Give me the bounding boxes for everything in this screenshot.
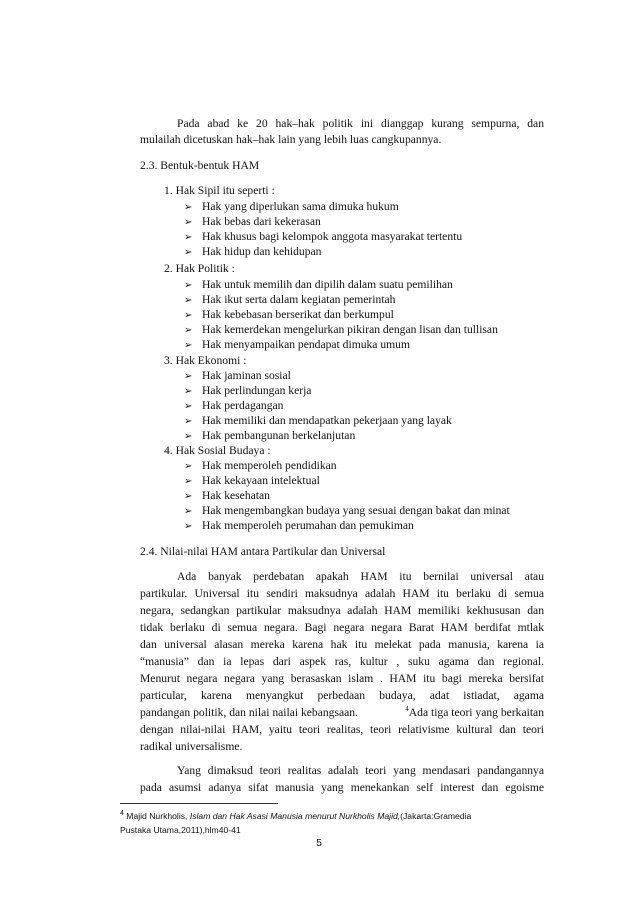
- arrow-bullet-icon: ➢: [184, 247, 193, 258]
- footnote-separator: [120, 803, 278, 804]
- arrow-bullet-icon: ➢: [184, 202, 193, 213]
- group-3-title: 3. Hak Ekonomi :: [164, 354, 247, 367]
- arrow-bullet-icon: ➢: [184, 371, 193, 382]
- para1-line-tail-wrap: [405, 706, 544, 720]
- list-item: ➢ Hak kemerdekan mengelurkan pikiran dengan lisan dan tullisan: [184, 323, 498, 336]
- para1-line: “manusia” dan ia lepas dari aspek ras, kultur , suku agama dan regional.: [140, 655, 544, 668]
- page-number: 5: [316, 838, 322, 849]
- arrow-bullet-icon: ➢: [184, 491, 193, 502]
- para1-line: Ada banyak perdebatan apakah HAM itu bernilai universal atau: [177, 570, 544, 583]
- arrow-bullet-icon: ➢: [184, 295, 193, 306]
- arrow-bullet-icon: ➢: [184, 461, 193, 472]
- para1-line-with-footnote: [140, 706, 544, 720]
- list-item: ➢ Hak jaminan sosial: [184, 369, 291, 382]
- para1-line: radikal universalisme.: [140, 740, 243, 753]
- list-item: ➢ Hak memperoleh perumahan dan pemukiman: [184, 519, 414, 532]
- list-item: ➢ Hak memperoleh pendidikan: [184, 459, 337, 472]
- para1-line: dan universal alasan mereka karena hak itu melekat pada manusia, karena ia: [140, 638, 544, 651]
- list-item: ➢ Hak untuk memilih dan dipilih dalam suatu pemilihan: [184, 278, 453, 291]
- footnote-line-1: [120, 810, 471, 822]
- para1-line: dengan nilai-nilai HAM, yaitu teori realitas, teori relativisme kultural dan teori: [140, 723, 544, 736]
- arrow-bullet-icon: ➢: [184, 310, 193, 321]
- arrow-bullet-icon: ➢: [184, 217, 193, 228]
- arrow-bullet-icon: ➢: [184, 386, 193, 397]
- footnote-line-2: Pustaka Utama,2011),hlm40-41: [120, 825, 241, 835]
- arrow-bullet-icon: ➢: [184, 521, 193, 532]
- list-item: ➢ Hak memiliki dan mendapatkan pekerjaan yang layak: [184, 414, 452, 427]
- arrow-bullet-icon: ➢: [184, 506, 193, 517]
- arrow-bullet-icon: ➢: [184, 340, 193, 351]
- para1-line: partikular. Universal itu sendiri maksudnya adalah HAM itu berlaku di semua: [140, 587, 544, 600]
- list-item: ➢ Hak hidup dan kehidupan: [184, 245, 322, 258]
- intro-line-1: Pada abad ke 20 hak–hak politik ini dianggap kurang sempurna, dan: [177, 117, 544, 130]
- para1-line: tidak berlaku di semua negara. Bagi negara negara Barat HAM berdifat mtlak: [140, 621, 544, 634]
- list-item: ➢ Hak mengembangkan budaya yang sesuai dengan bakat dan minat: [184, 504, 510, 517]
- arrow-bullet-icon: ➢: [184, 325, 193, 336]
- group-2-title: 2. Hak Politik :: [164, 262, 235, 275]
- section-2-3-heading: 2.3. Bentuk-bentuk HAM: [140, 159, 260, 172]
- arrow-bullet-icon: ➢: [184, 416, 193, 427]
- para2-line: Yang dimaksud teori realitas adalah teori yang mendasari pandangannya: [177, 764, 544, 777]
- list-item: ➢ Hak menyampaikan pendapat dimuka umum: [184, 338, 410, 351]
- para2-line: pada asumsi adanya sifat manusia yang menekankan self interest dan egoisme: [140, 781, 544, 794]
- list-item: ➢ Hak pembangunan berkelanjutan: [184, 429, 356, 442]
- group-4-title: 4. Hak Sosial Budaya :: [164, 444, 271, 457]
- section-2-4-heading: 2.4. Nilai-nilai HAM antara Partikular dan Universal: [140, 545, 386, 558]
- para1-line: Menurut negara negara yang berasaskan islam . HAM itu bagi mereka bersifat: [140, 672, 544, 685]
- arrow-bullet-icon: ➢: [184, 476, 193, 487]
- group-1-title: 1. Hak Sipil itu seperti :: [164, 184, 275, 197]
- list-item: ➢ Hak ikut serta dalam kegiatan pemerintah: [184, 293, 396, 306]
- para1-line: negara, sedangkan partikular maksudnya adalah HAM memiliki kekhususan dan: [140, 604, 544, 617]
- footnote-publisher: (Jakarta:Gramedia: [400, 811, 472, 821]
- arrow-bullet-icon: ➢: [184, 401, 193, 412]
- arrow-bullet-icon: ➢: [184, 232, 193, 243]
- footnote-author: Majid Nurkholis,: [126, 811, 188, 821]
- list-item: ➢ Hak perlindungan kerja: [184, 384, 312, 397]
- intro-line-2: mulailah dicetuskan hak–hak lain yang lebih luas cangkupannya.: [140, 133, 442, 146]
- para1-line: particular, karena menyangkut perbedaan budaya, adat istiadat, agama: [140, 689, 544, 702]
- footnote-ref: 4: [405, 705, 409, 714]
- arrow-bullet-icon: ➢: [184, 280, 193, 291]
- footnote-number: 4: [120, 810, 124, 818]
- arrow-bullet-icon: ➢: [184, 431, 193, 442]
- footnote-title: Islam dan Hak Asasi Manusia menurut Nurkholis Majid,: [189, 811, 401, 821]
- list-item: ➢ Hak kebebasan berserikat dan berkumpul: [184, 308, 394, 321]
- list-item: ➢ Hak yang diperlukan sama dimuka hukum: [184, 200, 399, 213]
- para1-line-head: pandangan politik, dan nilai nailai kebangsaan.: [140, 706, 358, 719]
- para1-line-tail: Ada tiga teori yang berkaitan: [408, 706, 544, 719]
- list-item: ➢ Hak khusus bagi kelompok anggota masyarakat tertentu: [184, 230, 463, 243]
- list-item: ➢ Hak perdagangan: [184, 399, 284, 412]
- list-item: ➢ Hak bebas dari kekerasan: [184, 215, 321, 228]
- list-item: ➢ Hak kesehatan: [184, 489, 270, 502]
- list-item: ➢ Hak kekayaan intelektual: [184, 474, 320, 487]
